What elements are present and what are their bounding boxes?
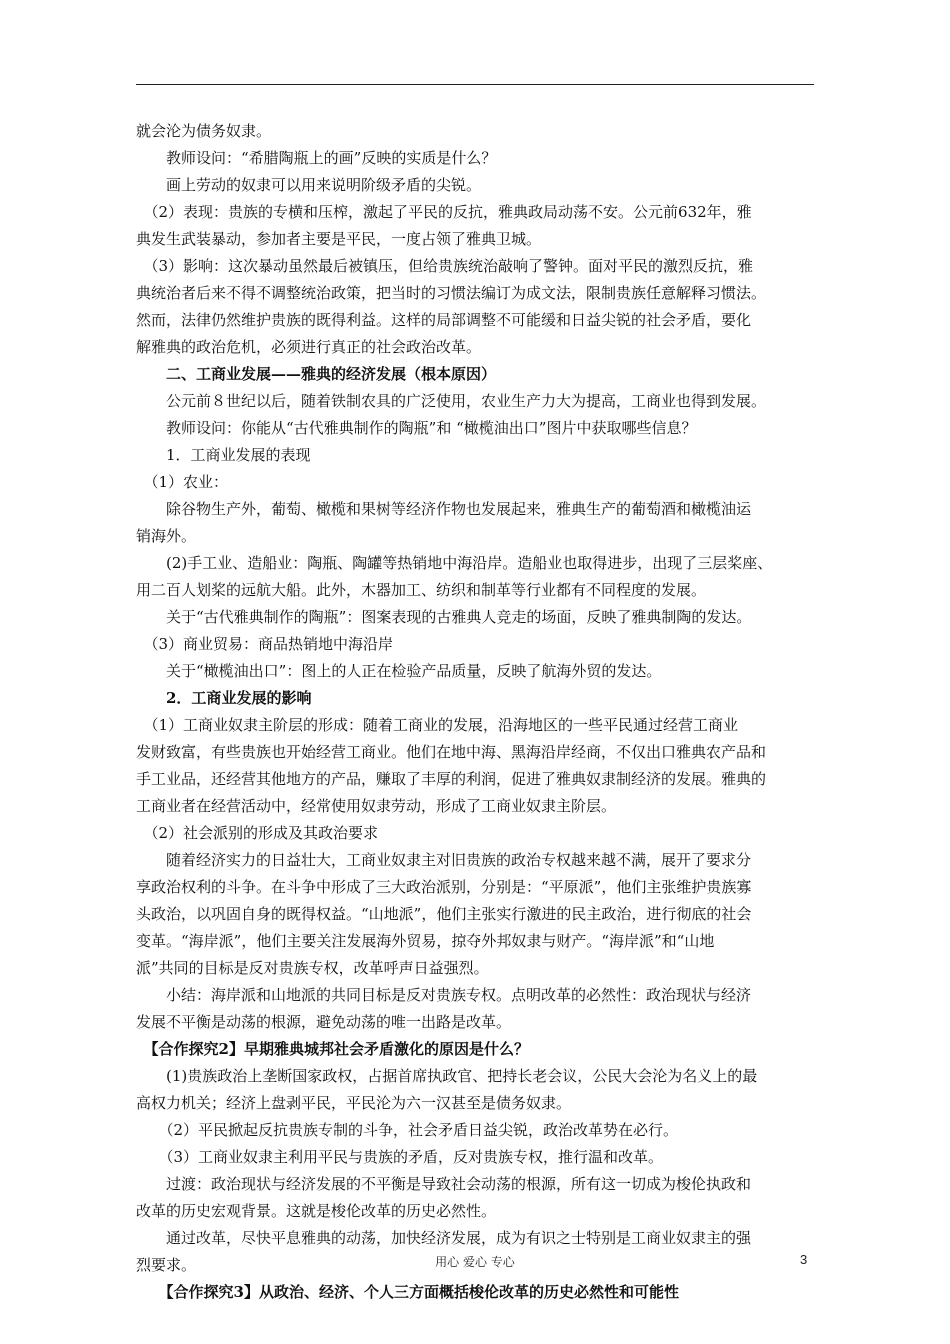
text-line: （1）工商业奴隶主阶层的形成：随着工商业的发展，沿海地区的一些平民通过经营工商业 (136, 716, 739, 734)
text-line: 典发生武装暴动，参加者主要是平民，一度占领了雅典卫城。 (136, 230, 542, 248)
section-heading: 【合作探究3】从政治、经济、个人三方面概括梭伦改革的历史必然性和可能性 (136, 1283, 679, 1301)
text-line: （3）商业贸易：商品热销地中海沿岸 (136, 635, 394, 653)
section-heading: 【合作探究2】早期雅典城邦社会矛盾激化的原因是什么？ (136, 1040, 529, 1058)
text-line: （2）表现：贵族的专横和压榨，激起了平民的反抗，雅典政局动荡不安。公元前632年，雅 (136, 203, 752, 221)
text-line: 1．工商业发展的表现 (136, 446, 311, 464)
text-line: 高权力机关；经济上盘剥平民，平民沦为六一汉甚至是债务奴隶。 (136, 1094, 572, 1112)
document-body (136, 118, 816, 1306)
text-line: 改革的历史宏观背景。这就是梭伦改革的历史必然性。 (136, 1202, 497, 1220)
text-line: (2)手工业、造船业：陶瓶、陶罐等热销地中海沿岸。造船业也取得进步，出现了三层桨座、 (136, 554, 773, 572)
text-line: 用二百人划桨的远航大船。此外，木器加工、纺织和制革等行业都有不同程度的发展。 (136, 581, 707, 599)
page-number: 3 (800, 1252, 808, 1267)
text-line: 小结：海岸派和山地派的共同目标是反对贵族专权。点明改革的必然性：政治现状与经济 (136, 986, 752, 1004)
text-line: 除谷物生产外，葡萄、橄榄和果树等经济作物也发展起来，雅典生产的葡萄酒和橄榄油运 (136, 500, 752, 518)
section-heading: 二、工商业发展——雅典的经济发展（根本原因） (136, 365, 497, 383)
text-line: 然而，法律仍然维护贵族的既得利益。这样的局部调整不可能缓和日益尖锐的社会矛盾，要化 (136, 311, 752, 329)
text-line: 发展不平衡是动荡的根源，避免动荡的唯一出路是改革。 (136, 1013, 512, 1031)
text-line: （2）平民掀起反抗贵族专制的斗争，社会矛盾日益尖锐，政治改革势在必行。 (136, 1121, 679, 1139)
text-line: （1）农业： (136, 473, 229, 491)
text-line: 就会沦为债务奴隶。 (136, 122, 272, 140)
section-heading: 2．工商业发展的影响 (136, 689, 312, 707)
text-line: 典统治者后来不得不调整统治政策，把当时的习惯法编订为成文法，限制贵族任意解释习惯法。 (136, 284, 767, 302)
text-line: 派”共同的目标是反对贵族专权，改革呼声日益强烈。 (136, 959, 489, 977)
text-line: 手工业品，还经营其他地方的产品，赚取了丰厚的利润，促进了雅典奴隶制经济的发展。雅典的 (136, 770, 767, 788)
text-line: 解雅典的政治危机，必须进行真正的社会政治改革。 (136, 338, 482, 356)
text-line: 关于“古代雅典制作的陶瓶”：图案表现的古雅典人竞走的场面，反映了雅典制陶的发达。 (136, 608, 752, 626)
text-line: 通过改革，尽快平息雅典的动荡，加快经济发展，成为有识之士特别是工商业奴隶主的强 (136, 1229, 752, 1247)
text-line: （3）工商业奴隶主利用平民与贵族的矛盾，反对贵族专权，推行温和改革。 (136, 1148, 664, 1166)
text-line: 变革。“海岸派”，他们主要关注发展海外贸易，掠夺外邦奴隶与财产。“海岸派”和“山地 (136, 932, 715, 950)
text-line: 头政治，以巩固自身的既得权益。“山地派”，他们主张实行激进的民主政治，进行彻底的社会 (136, 905, 752, 923)
text-line: （3）影响：这次暴动虽然最后被镇压，但给贵族统治敲响了警钟。面对平民的激烈反抗，雅 (136, 257, 754, 275)
text-line: 公元前８世纪以后，随着铁制农具的广泛使用，农业生产力大为提高，工商业也得到发展。 (136, 392, 767, 410)
text-line: 销海外。 (136, 527, 197, 545)
text-line: 享政治权利的斗争。在斗争中形成了三大政治派别，分别是：“平原派”，他们主张维护贵族寡 (136, 878, 752, 896)
text-line: (1)贵族政治上垄断国家政权，占据首席执政官、把持长老会议，公民大会沦为名义上的最 (136, 1067, 758, 1085)
text-line: 随着经济实力的日益壮大，工商业奴隶主对旧贵族的政治专权越来越不满，展开了要求分 (136, 851, 752, 869)
footer-slogan: 用心 爱心 专心 (435, 1255, 515, 1269)
text-line: 工商业者在经营活动中，经常使用奴隶劳动，形成了工商业奴隶主阶层。 (136, 797, 617, 815)
text-line: 教师设问：你能从“古代雅典制作的陶瓶”和 “橄榄油出口”图片中获取哪些信息？ (136, 419, 697, 437)
text-line: 画上劳动的奴隶可以用来说明阶级矛盾的尖锐。 (136, 176, 482, 194)
header-rule (136, 84, 814, 85)
text-line: 过渡：政治现状与经济发展的不平衡是导致社会动荡的根源，所有这一切成为梭伦执政和 (136, 1175, 752, 1193)
text-line: 发财致富，有些贵族也开始经营工商业。他们在地中海、黑海沿岸经商，不仅出口雅典农产品和 (136, 743, 767, 761)
text-line: 关于“橄榄油出口”：图上的人正在检验产品质量，反映了航海外贸的发达。 (136, 662, 662, 680)
text-line: 教师设问：“希腊陶瓶上的画”反映的实质是什么？ (136, 149, 497, 167)
text-line: 烈要求。 (136, 1256, 197, 1274)
text-line: （2）社会派别的形成及其政治要求 (136, 824, 379, 842)
